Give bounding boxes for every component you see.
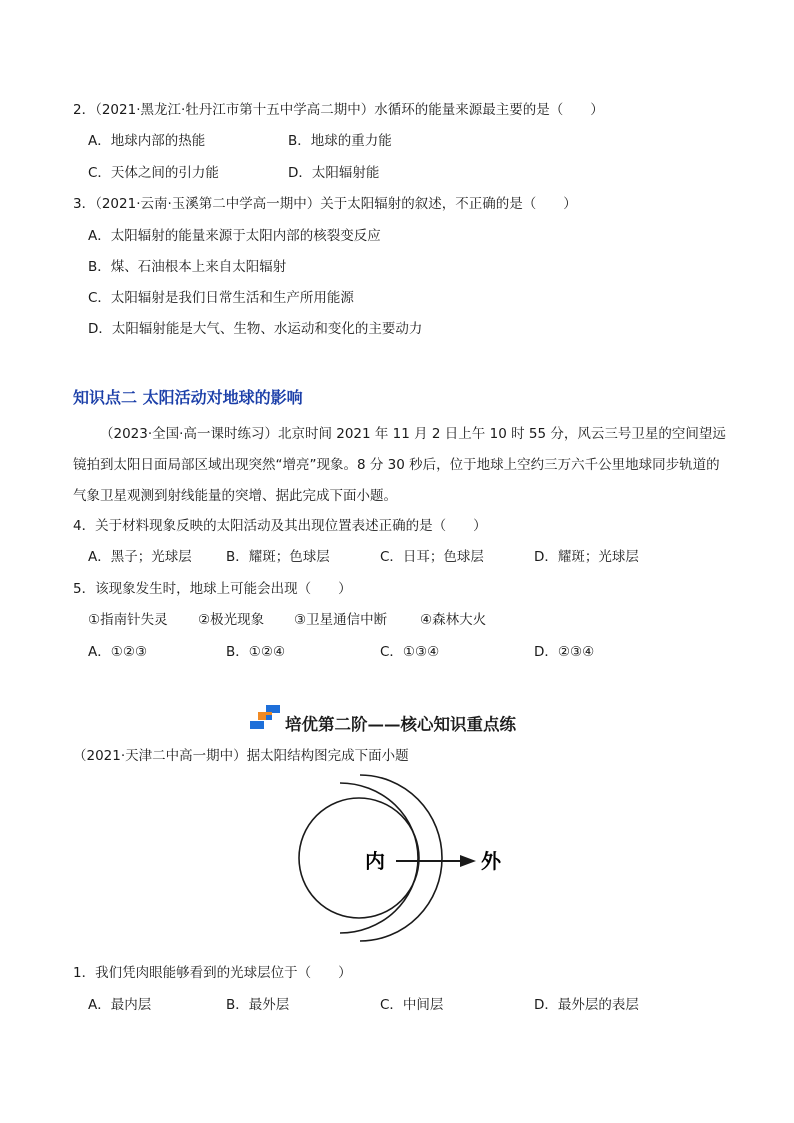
question-3-stem: 3．（2021·云南·玉溪第二中学高一期中）关于太阳辐射的叙述，不正确的是（ ） [73, 196, 577, 212]
question-4-stem: 4．关于材料现象反映的太阳活动及其出现位置表述正确的是（ ） [73, 518, 487, 534]
q5-item-2: ②极光现象 [198, 612, 265, 628]
q5-option-c[interactable]: C．①③④ [380, 644, 440, 660]
banner-steps-icon [248, 705, 282, 733]
section-title: 知识点二 太阳活动对地球的影响 [73, 388, 303, 407]
q3-option-a[interactable]: A．太阳辐射的能量来源于太阳内部的核裂变反应 [88, 228, 381, 244]
question-2-stem: 2．（2021·黑龙江·牡丹江市第十五中学高二期中）水循环的能量来源最主要的是（ ） [73, 102, 604, 118]
q5-option-d[interactable]: D．②③④ [534, 644, 595, 660]
material-paragraph: （2023·全国·高一课时练习）北京时间 2021 年 11 月 2 日上午 10 时 55 分，风云三号卫星的空间望远镜拍到太阳日面局部区域出现突然“增亮”现象。8 分 30 秒后，位于地球上空约三万六千公里地球同步轨道的气象卫星观测到射线能量的突增、据此完成下面小题。 [73, 426, 726, 504]
q2-option-d[interactable]: D．太阳辐射能 [288, 165, 380, 181]
outer-label: 外 [481, 849, 501, 873]
q5-item-4: ④森林大火 [420, 612, 487, 628]
q2-option-b[interactable]: B．地球的重力能 [288, 133, 392, 149]
q5-option-a[interactable]: A．①②③ [88, 644, 148, 660]
inner-label: 内 [365, 849, 385, 873]
q4-option-b[interactable]: B．耀斑；色球层 [226, 549, 330, 565]
q1-option-d[interactable]: D．最外层的表层 [534, 997, 639, 1013]
q5-item-1: ①指南针失灵 [88, 612, 168, 628]
q4-option-a[interactable]: A．黑子；光球层 [88, 549, 192, 565]
q4-option-d[interactable]: D．耀斑；光球层 [534, 549, 639, 565]
q1-option-c[interactable]: C．中间层 [380, 997, 444, 1013]
q2-option-a[interactable]: A．地球内部的热能 [88, 133, 206, 149]
inner-circle [299, 798, 419, 918]
q1-option-a[interactable]: A．最内层 [88, 997, 152, 1013]
question-5-stem: 5．该现象发生时，地球上可能会出现（ ） [73, 581, 352, 597]
question-1-stem: 1．我们凭肉眼能够看到的光球层位于（ ） [73, 965, 352, 981]
q2-option-c[interactable]: C．天体之间的引力能 [88, 165, 219, 181]
banner-title: 培优第二阶——核心知识重点练 [285, 715, 516, 734]
q3-option-c[interactable]: C．太阳辐射是我们日常生活和生产所用能源 [88, 290, 354, 306]
q5-option-b[interactable]: B．①②④ [226, 644, 286, 660]
group-source: （2021·天津二中高一期中）据太阳结构图完成下面小题 [73, 748, 409, 764]
sun-structure-diagram [290, 770, 530, 950]
q1-option-b[interactable]: B．最外层 [226, 997, 290, 1013]
q3-option-b[interactable]: B．煤、石油根本上来自太阳辐射 [88, 259, 287, 275]
q5-item-3: ③卫星通信中断 [294, 612, 388, 628]
q3-option-d[interactable]: D．太阳辐射能是大气、生物、水运动和变化的主要动力 [88, 321, 423, 337]
q4-option-c[interactable]: C．日耳；色球层 [380, 549, 484, 565]
arrow-head-icon [460, 855, 476, 867]
